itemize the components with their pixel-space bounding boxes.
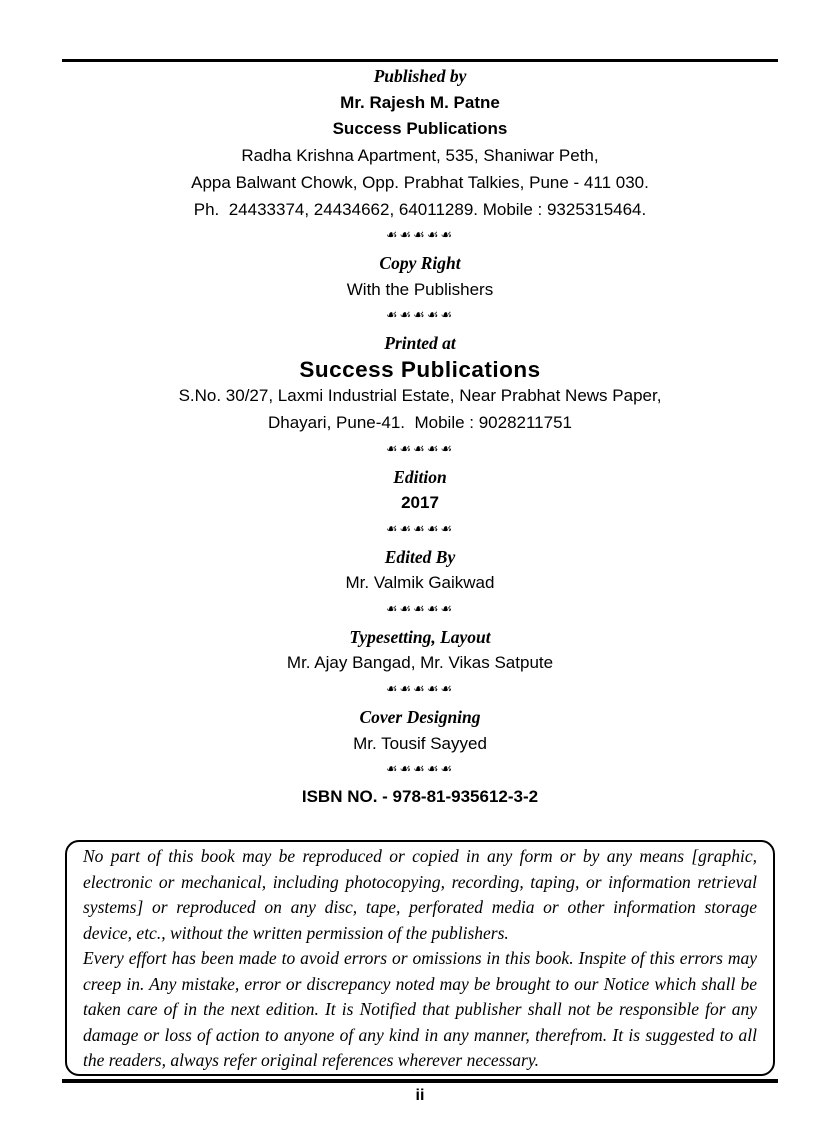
- publisher-contact: Ph. 24433374, 24434662, 64011289. Mobile : 9325315464.: [193, 199, 647, 219]
- edition-heading: Edition: [393, 466, 447, 487]
- printer-address-line1: S.No. 30/27, Laxmi Industrial Estate, Near Prabhat News Paper,: [178, 386, 662, 406]
- disclaimer-paragraph-2: Every effort has been made to avoid errors or omissions in this book. Inspite of this errors may creep in. Any mistake, error or discrepancy noted may be brought to our Notice which shall be taken care of in the next edition. It is Notified that publisher shall not be responsible for any damage or loss of action to anyone of any kind in any manner, therefrom. It is suggested to all the readers, always refer original references wherever necessary.: [83, 948, 757, 1070]
- cover-designer-name: Mr. Tousif Sayyed: [353, 733, 487, 753]
- publisher-organization: Success Publications: [332, 119, 508, 139]
- section-divider-ornament: ☙☙☙☙☙: [385, 441, 455, 457]
- publisher-address-line1: Radha Krishna Apartment, 535, Shaniwar Peth,: [241, 146, 599, 166]
- typesetting-names: Mr. Ajay Bangad, Mr. Vikas Satpute: [286, 653, 554, 673]
- top-rule: [62, 59, 778, 62]
- section-divider-ornament: ☙☙☙☙☙: [385, 682, 455, 698]
- edition-year: 2017: [401, 493, 439, 513]
- bottom-rule: [62, 1079, 778, 1083]
- cover-designing-heading: Cover Designing: [359, 706, 481, 727]
- copyright-holder: With the Publishers: [346, 279, 494, 299]
- edited-by-heading: Edited By: [384, 546, 456, 567]
- editor-name: Mr. Valmik Gaikwad: [345, 573, 495, 593]
- section-divider-ornament: ☙☙☙☙☙: [385, 228, 455, 244]
- disclaimer-paragraph-1: No part of this book may be reproduced or copied in any form or by any means [graphic, electronic or mechanical, including photocopying, recording, taping, or information retrieval systems] or reproduced on any disc, tape, perforated media or other information storage device, etc., without the written permission of the publishers.: [83, 846, 757, 943]
- copyright-heading: Copy Right: [379, 252, 461, 273]
- publisher-address-line2: Appa Balwant Chowk, Opp. Prabhat Talkies, Pune - 411 030.: [191, 172, 649, 192]
- printer-name: Success Publications: [299, 356, 541, 382]
- typesetting-heading: Typesetting, Layout: [349, 626, 491, 647]
- section-divider-ornament: ☙☙☙☙☙: [385, 521, 455, 537]
- isbn-number: ISBN NO. - 978-81-935612-3-2: [301, 786, 539, 806]
- printed-at-heading: Printed at: [384, 333, 456, 354]
- section-divider-ornament: ☙☙☙☙☙: [385, 762, 455, 778]
- publisher-name: Mr. Rajesh M. Patne: [340, 92, 500, 112]
- printer-address-line2: Dhayari, Pune-41. Mobile : 9028211751: [268, 413, 572, 433]
- section-divider-ornament: ☙☙☙☙☙: [385, 308, 455, 324]
- section-divider-ornament: ☙☙☙☙☙: [385, 602, 455, 618]
- disclaimer-box: [65, 840, 775, 1076]
- publication-info: [62, 63, 778, 811]
- page-number: ii: [415, 1087, 425, 1104]
- published-by-heading: Published by: [373, 66, 467, 86]
